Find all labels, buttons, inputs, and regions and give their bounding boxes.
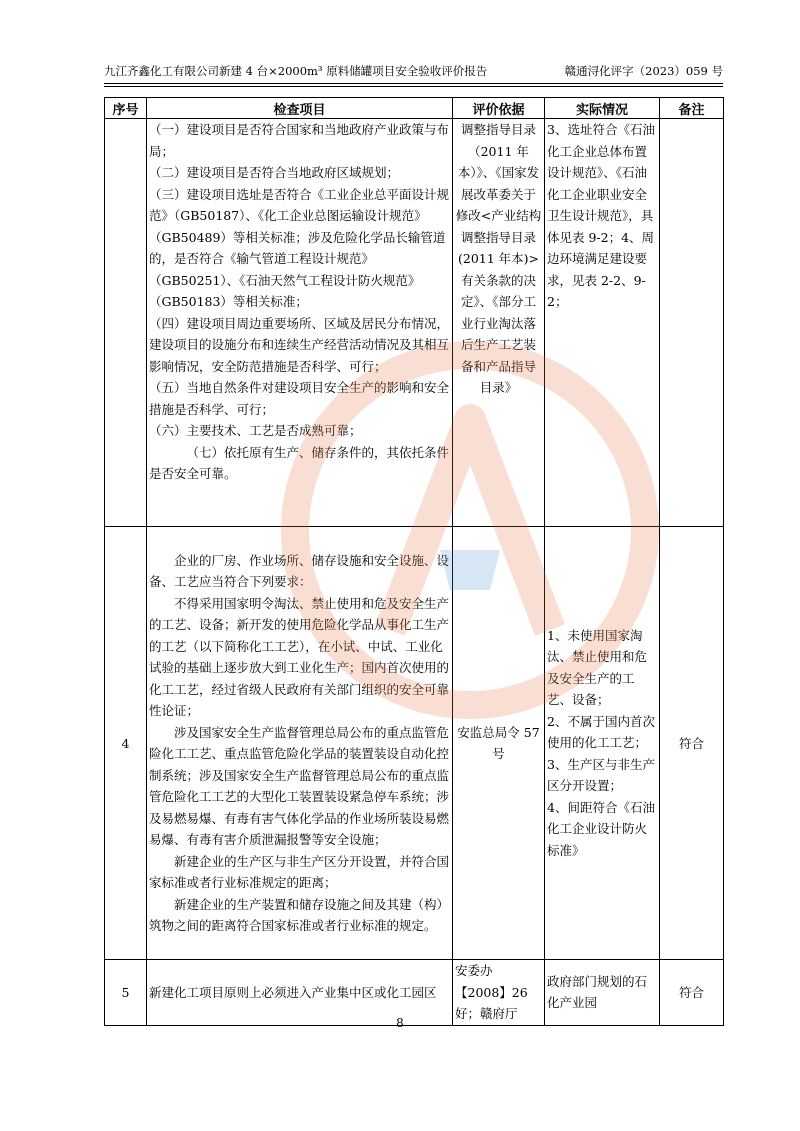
item-line: （二）建设项目是否符合当地政府区域规划； <box>149 165 400 180</box>
row-4-no: 4 <box>105 527 147 960</box>
header-rule <box>104 83 723 84</box>
row-5-basis: 安委办【2008】26 好；赣府厅 <box>453 960 545 1026</box>
row-4-note: 符合 <box>660 527 724 960</box>
row-5-item: 新建化工项目原则上必须进入产业集中区或化工园区 <box>147 960 453 1026</box>
row-cont-items <box>147 119 453 527</box>
col-header-items: 检查项目 <box>147 98 453 119</box>
item-line: （一）建设项目是否符合国家和当地政府产业政策与布局； <box>149 122 450 159</box>
row-5-no: 5 <box>105 960 147 1026</box>
row-4-basis: 安监总局令 57 号 <box>453 527 545 960</box>
item-line: 新建企业的生产区与非生产区分开设置，并符合国家标准或者行业标准规定的距离； <box>149 853 450 890</box>
item-line: （三）建设项目选址是否符合《工业企业总平面设计规范》（GB50187）、《化工企业总图运输设计规范》（GB50489）等相关标准；涉及危险化学品长输管道的，是否符合《输气管道工程设计规范》（GB50251）、《石油天然气工程设计防火规范》（GB50183）等相关标准； <box>149 186 450 309</box>
actual-line: 4、间距符合《石油化工企业设计防火标准》 <box>547 799 655 858</box>
row-4-actual <box>545 527 660 960</box>
row-cont-actual: 3、选址符合《石油化工企业总体布置设计规范》、《石油化工企业职业安全卫生设计规范》，具体见表 9-2；4、周边环境满足建设要求，见表 2-2、9-2； <box>545 119 660 527</box>
inspection-table <box>104 97 724 1026</box>
row-cont-note <box>660 119 724 527</box>
col-header-no: 序号 <box>105 98 147 119</box>
table-row <box>105 119 724 527</box>
item-line: （六）主要技术、工艺是否成熟可靠； <box>149 423 362 438</box>
page-header <box>104 63 723 79</box>
row-cont-basis: 调整指导目录（2011 年本）》、《国家发展改革委关于修改<产业结构调整指导目录(2011 年本)>有关条款的决定》、《部分工业行业淘汰落后生产工艺装备和产品指导目录》 <box>453 119 545 527</box>
table-row <box>105 527 724 960</box>
item-line: 涉及国家安全生产监督管理总局公布的重点监管危险化工工艺、重点监管危险化学品的装置装设自动化控制系统；涉及国家安全生产监督管理总局公布的重点监管危险化工工艺的大型化工装置装设紧急停车系统；涉及易燃易爆、有毒有害气体化学品的作业场所装设易燃易爆、有毒有害介质泄漏报警等安全设施； <box>149 724 450 847</box>
header-rule-2 <box>104 86 723 87</box>
row-4-items <box>147 527 453 960</box>
col-header-note: 备注 <box>660 98 724 119</box>
header-report-number: 赣通浔化评字（2023）059 号 <box>564 64 723 78</box>
actual-line: 1、未使用国家淘汰、禁止使用和危及安全生产的工艺、设备； <box>547 627 648 708</box>
row-5-actual: 政府部门规划的石化产业园 <box>545 960 660 1026</box>
item-line: （七）依托原有生产、储存条件的，其依托条件是否安全可靠。 <box>149 444 450 481</box>
item-line: （四）建设项目周边重要场所、区域及居民分布情况，建设项目的设施分布和连续生产经营活动情况及其相互影响情况，安全防范措施是否科学、可行； <box>149 315 450 374</box>
item-line: 不得采用国家明令淘汰、禁止使用和危及安全生产的工艺、设备；新开发的使用危险化学品从事化工生产的工艺（以下简称化工工艺），在小试、中试、工业化试验的基础上逐步放大到工业化生产；国内首次使用的化工工艺，经过省级人民政府有关部门组织的安全可靠性论证； <box>149 595 450 718</box>
actual-line: 2、不属于国内首次使用的化工工艺； <box>547 713 655 751</box>
row-cont-no <box>105 119 147 527</box>
page-number: 8 <box>396 1016 404 1030</box>
item-line: 企业的厂房、作业场所、储存设施和安全设施、设备、工艺应当符合下列要求： <box>149 552 450 589</box>
item-line: （五）当地自然条件对建设项目安全生产的影响和安全措施是否科学、可行； <box>149 380 450 417</box>
table-header-row <box>105 98 724 119</box>
col-header-basis: 评价依据 <box>453 98 545 119</box>
row-5-note: 符合 <box>660 960 724 1026</box>
col-header-actual: 实际情况 <box>545 98 660 119</box>
header-report-title: 九江齐鑫化工有限公司新建 4 台×2000m³ 原料储罐项目安全验收评价报告 <box>104 64 488 78</box>
actual-line: 3、生产区与非生产区分开设置； <box>547 756 655 794</box>
item-line: 新建企业的生产装置和储存设施之间及其建（构）筑物之间的距离符合国家标准或者行业标准的规定。 <box>149 896 450 933</box>
